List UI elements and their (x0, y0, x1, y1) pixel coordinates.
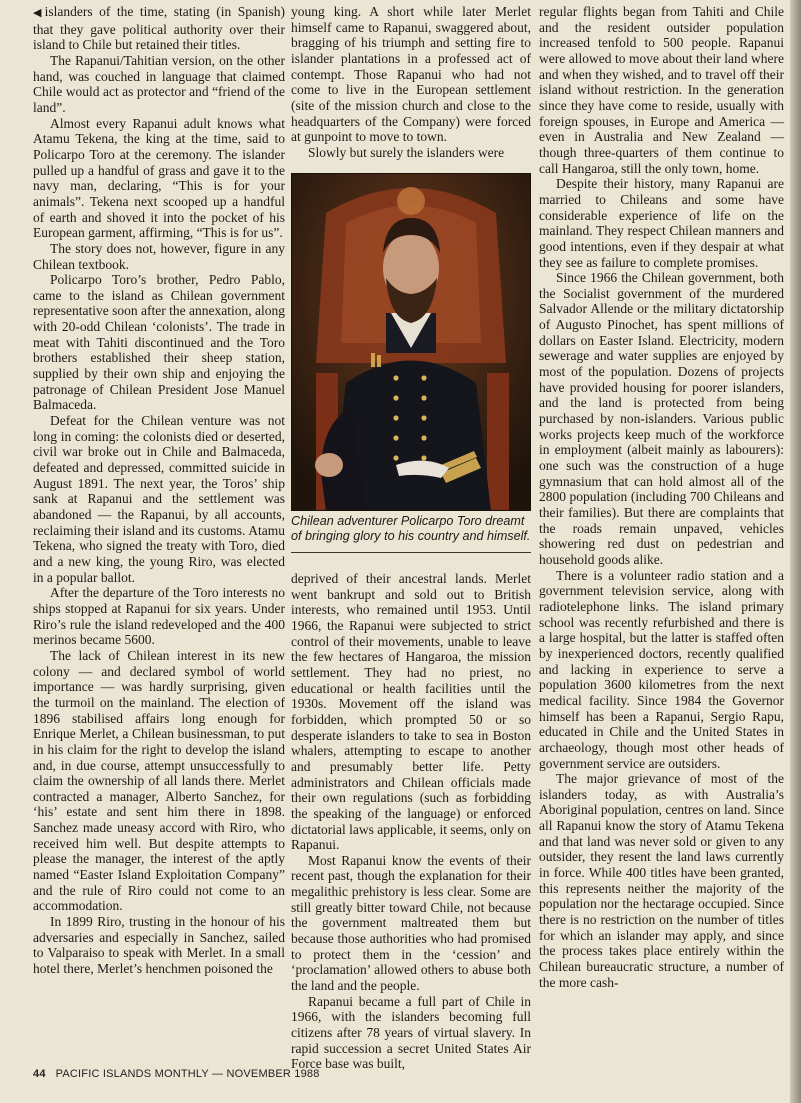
page-edge-shadow (790, 0, 801, 1103)
divider (291, 552, 531, 553)
column-2-bottom (291, 571, 531, 1072)
paragraph: The Rapanui/Tahitian version, on the other hand, was couched in language that claimed Chile would act as protector and “friend of the land”. (33, 52, 285, 115)
page-footer (33, 1068, 320, 1080)
photo-caption: Chilean adventurer Policarpo Toro dreamt of bringing glory to his country and himself. (291, 514, 531, 543)
paragraph: Policarpo Toro’s brother, Pedro Pablo, came to the island as Chilean government representative soon after the annexation, along with 20-odd Chilean ‘colonists’. The trade in meat with Tahiti discontinued and the Toro brothers established their sheep station, supplied by their own ship and enjoying the patronage of Chilean President Jose Manuel Balmaceda. (33, 272, 285, 413)
paragraph: Slowly but surely the islanders were (308, 144, 505, 160)
paragraph: Despite their history, many Rapanui are married to Chileans and some have considerable experience of life on the mainland. They respect Chilean manners and good intentions, even if they despair at what they see as failure to complete promises. (539, 176, 784, 270)
photo-figure (291, 173, 531, 553)
paragraph: After the departure of the Toro interests no ships stopped at Rapanui for six years. Under Riro’s rule the island redeveloped and the 400 merinos became 5600. (33, 585, 285, 648)
paragraph: The lack of Chilean interest in its new colony — and declared symbol of world importance — was hardly surprising, given the turmoil on the mainland. The election of 1896 stabilised affairs long enough for Enrique Merlet, a Chilean businessman, to put in his claim for the right to develop the island and, in due course, attempt unsuccessfully to claim the ownership of all lands there. Merlet contracted a manager, Alberto Sanchez, for ‘his’ estate and sent him there in 1898. Sanchez made uneasy accord with Riro, who received him well. But despite attempts to please the manager, the interest of the aptly named “Easter Island Exploitation Company” and the rule of Riro could not come to an accommodation. (33, 647, 285, 914)
portrait-illustration (291, 173, 531, 511)
paragraph: In 1899 Riro, trusting in the honour of his adversaries and especially in Sanchez, sailed to Valparaiso to speak with Merlet. In a small hotel there, Merlet’s henchmen poisoned the (33, 914, 285, 977)
page-number: 44 (33, 1068, 46, 1080)
paragraph: The major grievance of most of the islanders today, as with Australia’s Aboriginal population, centres on land. Since all Rapanui know the story of Atamu Tekena and that land was never sold or given to any outsider, they resent the land laws currently in force. While 400 titles have been granted, this represents neither the majority of the population nor the hectarage occupied. Since there is no restriction on the number of titles for which an islander may apply, and since the process takes place entirely within the Chilean bureaucratic structure, a number of the more cash- (539, 771, 784, 990)
paragraph: The story does not, however, figure in any Chilean textbook. (33, 240, 285, 272)
paragraph: Since 1966 the Chilean government, both the Socialist government of the murdered Salvador Allende or the military dictatorship of Augusto Pinochet, has spent millions of dollars on Easter Island. Electricity, modern sewerage and water supplies are enjoyed by most of the population. Dozens of projects have provided housing for poorer islanders, and the land is protected from being purchased by non-islanders. Various public works projects keep much of the workforce in employment (albeit mainly as labourers): one such was the construction of a huge gymnasium that can hold almost all of the 2800 population (including 700 Chileans and their families). But there are complaints that the roads remain unpaved, vehicles showering red dust on pedestrian and household goods alike. (539, 270, 784, 567)
paragraph: Most Rapanui know the events of their recent past, though the explanation for their megalithic prehistory is less clear. Some are still greatly bitter toward Chile, not because the government maltreated them but because those authorities who had promised to protect them in the ‘cession’ and ‘proclamation’ allowed others to abuse both the land and the people. (291, 852, 531, 994)
portrait-photo (291, 173, 531, 511)
paragraph: young king. A short while later Merlet himself came to Rapanui, swaggered about, bragging of his triumph and setting fire to islander plantations in a professed act of contempt. Those Rapanui who had not come to live in the European settlement (site of the mission church and close to the headquarters of the Company) were forced at gunpoint to move to town. (291, 4, 531, 145)
publication-line: PACIFIC ISLANDS MONTHLY — NOVEMBER 1988 (55, 1068, 320, 1080)
paragraph: There is a volunteer radio station and a government television service, along with radiotelephone links. The island primary school was recently refurbished and there is a large hospital, but the latter is staffed often by inexperienced doctors, recently qualified and lacking in experience to serve a population 3600 kilometres from the next medical facility. Since 1984 the Governor himself has been a Rapanui, Sergio Rapu, educated in Chile and the United States in archaeology, though most other heads of government service are outsiders. (539, 567, 784, 771)
column-2-top (291, 4, 531, 161)
paragraph: Defeat for the Chilean venture was not long in coming: the colonists died or deserted, civil war broke out in Chile and Balmaceda, defeated and depressed, committed suicide in August 1891. The next year, the Toros’ ship sank at Rapanui and the settlement was abandoned — the Rapanui, by all accounts, reclaiming their island and its customs. Atamu Tekena, who signed the treaty with Toro, died and a new king, the young Riro, was elected in a popular ballot. (33, 413, 285, 585)
paragraph: regular flights began from Tahiti and Chile and the resident outsider population increased tenfold to 500 people. Rapanui were allowed to move about their land where and when they wished, and to travel off their island without restriction. In the generation since they have come to reside, usually with foreign spouses, in Europe and America — even in Australia and New Zealand — though three-quarters of them continue to call Hangaroa, still the only town, home. (539, 4, 784, 176)
column-3 (539, 4, 784, 990)
column-1 (33, 4, 285, 977)
paragraph: Almost every Rapanui adult knows what Atamu Tekena, the king at the time, said to Policarpo Toro at the ceremony. The islander pulled up a handful of grass and gave it to the navy man, declaring, “This is for your animals”. Tekena next scooped up a handful of earth and shoved it into the pocket of his European garment, affirming, “This is for us”. (33, 115, 285, 241)
paragraph: Rapanui became a full part of Chile in 1966, with the islanders becoming full citizens after 78 years of virtual slavery. In rapid succession a secret United States Air Force base was built, (291, 993, 531, 1072)
paragraph: deprived of their ancestral lands. Merlet went bankrupt and sold out to British interests, who remained until 1953. Until 1966, the Rapanui were subjected to strict control of their movements, unable to leave the few hectares of Hangaroa, the mission settlement. They had no priest, no educational or health facilities until the 1930s. Movement off the island was forbidden, which prompted 50 or so desperate islanders to take to sea in Boston whalers, attempting to escape to another and presumably better life. Petty administrators and Chilean officials made their own regulations (such as forbidding the speaking of the language) or enforced dictatorial laws applicable, it seems, only on Rapanui. (291, 571, 531, 853)
paragraph: ◀islanders of the time, stating (in Spanish) that they gave political authority over their island to Chile but retained their titles. (33, 4, 285, 53)
continuation-arrow-icon: ◀ (33, 7, 45, 19)
